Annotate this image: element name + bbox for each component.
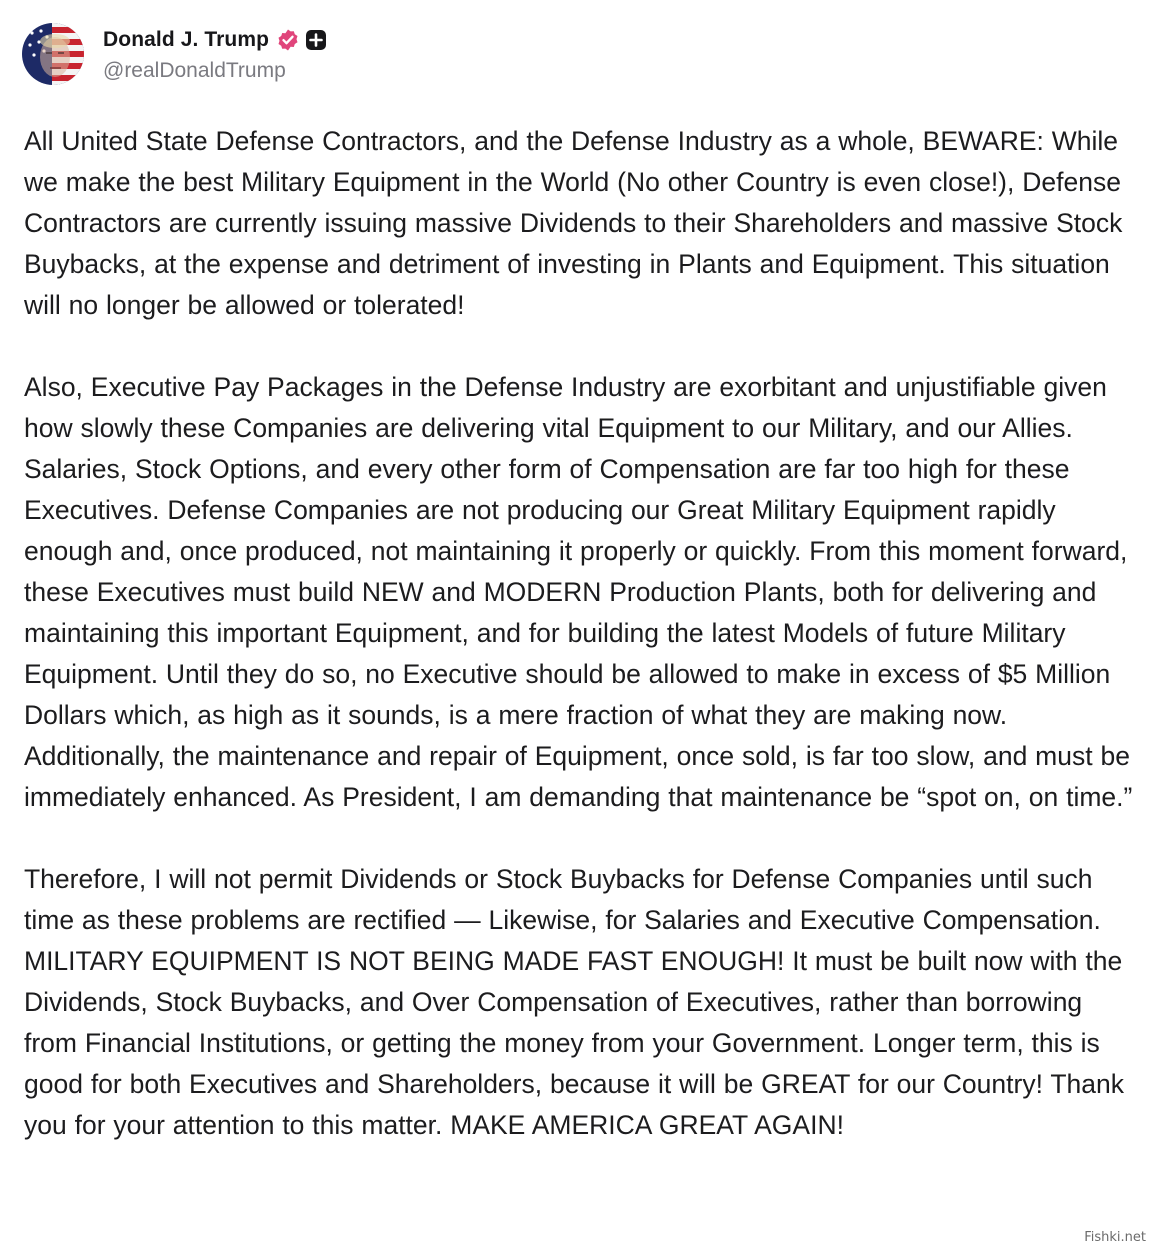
flag-portrait-avatar-icon xyxy=(22,23,84,85)
post-paragraph-3: Therefore, I will not permit Dividends or Stock Buybacks for Defense Companies until such time as these problems are rectified — Likewise, for Salaries and Executive Compensation. MILITARY EQUIPMENT IS NOT BEING MADE FAST ENOUGH! It must be built now with the Dividends, Stock Buybacks, and Over Compensation of Executives, rather than borrowing from Financial Institutions, or getting the money from your Government. Longer term, this is good for both Executives and Shareholders, because it will be GREAT for our Country! Thank you for your attention to this matter. MAKE AMERICA GREAT AGAIN! xyxy=(24,864,1124,1140)
post-body xyxy=(24,121,1136,1146)
avatar[interactable] xyxy=(22,23,84,85)
author-display-name[interactable]: Donald J. Trump xyxy=(103,28,270,51)
verified-badge-icon xyxy=(276,28,300,52)
watermark: Fishki.net xyxy=(1084,1230,1146,1245)
author-name-row xyxy=(103,25,327,55)
post-paragraph-2: Also, Executive Pay Packages in the Defense Industry are exorbitant and unjustifiable given how slowly these Companies are delivering vital Equipment to our Military, and our Allies. Salaries, Stock Options, and every other form of Compensation are far too high for these Executives. Defense Companies are not producing our Great Military Equipment rapidly enough and, once produced, not maintaining it properly or quickly. From this moment forward, these Executives must build NEW and MODERN Production Plants, both for delivering and maintaining this important Equipment, and for building the latest Models of future Military Equipment. Until they do so, no Executive should be allowed to make in excess of $5 Million Dollars which, as high as it sounds, is a mere fraction of what they are making now. Additionally, the maintenance and repair of Equipment, once sold, is far too slow, and must be immediately enhanced. As President, I am demanding that maintenance be “spot on, on time.” xyxy=(24,372,1133,812)
post-paragraph-1: All United State Defense Contractors, and the Defense Industry as a whole, BEWARE: While we make the best Military Equipment in the World (No other Country is even close!), Defense Contractors are currently issuing massive Dividends to their Shareholders and massive Stock Buybacks, at the expense and detriment of investing in Plants and Equipment. This situation will no longer be allowed or tolerated! xyxy=(24,126,1123,320)
author-identity xyxy=(103,25,327,83)
plus-badge-icon xyxy=(305,29,327,51)
post-header xyxy=(22,22,327,86)
author-handle[interactable]: @realDonaldTrump xyxy=(103,59,286,82)
